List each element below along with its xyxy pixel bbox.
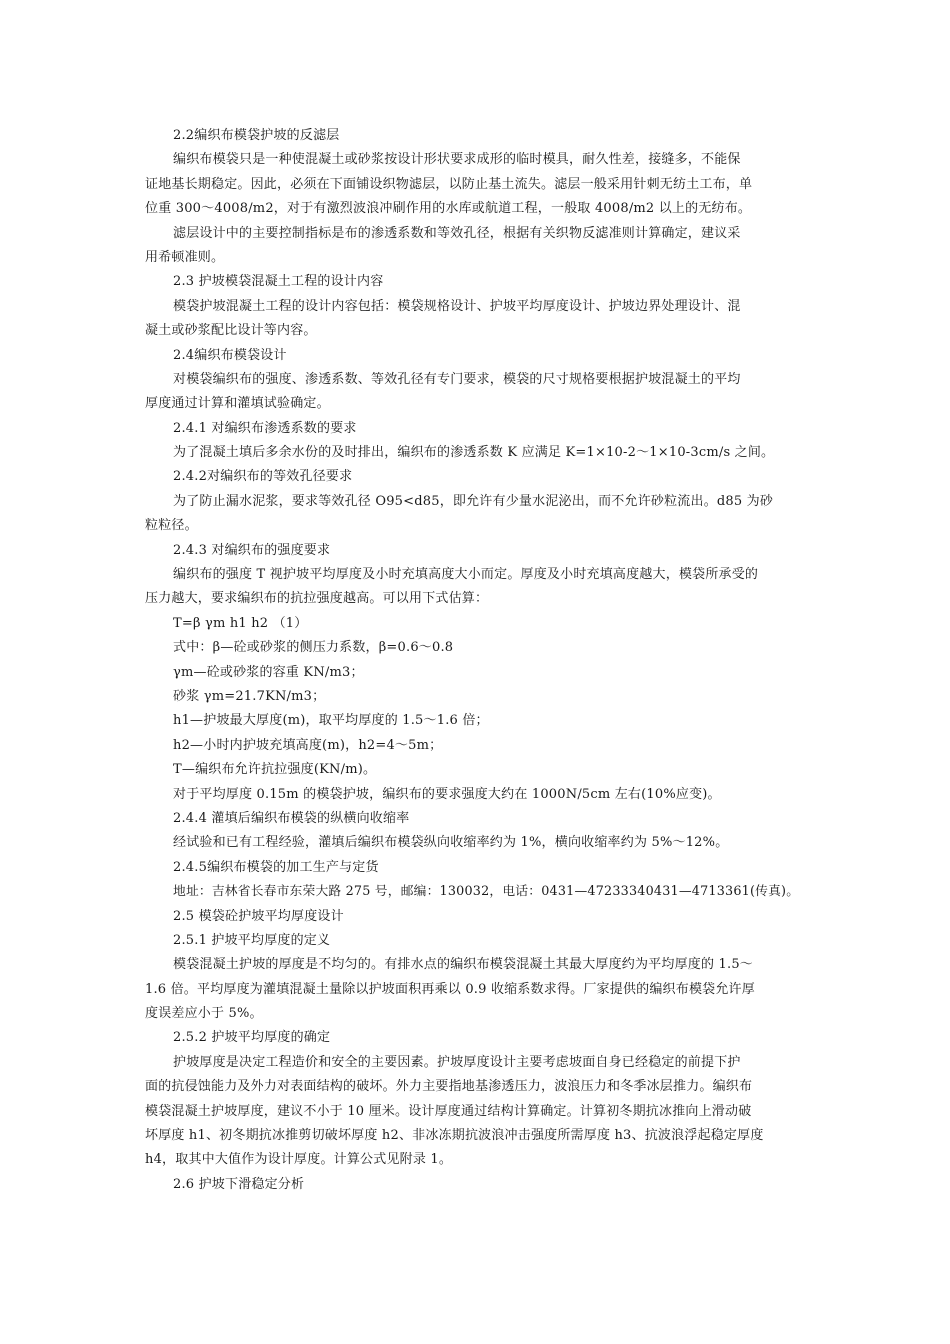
paragraph-line: 为了防止漏水泥浆，要求等效孔径 O95<d85，即允许有少量水泥泌出，而不允许砂粒流出。d85 为砂 <box>173 493 774 509</box>
paragraph-line: 凝土或砂浆配比设计等内容。 <box>145 323 317 339</box>
formula-definition: 式中：β—砼或砂浆的侧压力系数，β=0.6～0.8 <box>173 640 454 656</box>
paragraph-line: 编织布的强度 T 视护坡平均厚度及小时充填高度大小而定。厚度及小时充填高度越大，模袋所承受的 <box>173 567 759 583</box>
paragraph-line: 1.6 倍。平均厚度为灌填混凝土量除以护坡面积再乘以 0.9 收缩系数求得。厂家提供的编织布模袋允许厚 <box>145 981 755 997</box>
formula-definition: h1—护坡最大厚度(m)，取平均厚度的 1.5～1.6 倍； <box>173 713 489 729</box>
paragraph-line: h4，取其中大值作为设计厚度。计算公式见附录 1。 <box>145 1152 453 1168</box>
paragraph-line: 用希顿准则。 <box>145 249 225 265</box>
section-heading: 2.4编织布模袋设计 <box>173 347 287 363</box>
formula-definition: h2—小时内护坡充填高度(m)，h2=4～5m； <box>173 737 443 753</box>
paragraph-line: 对于平均厚度 0.15m 的模袋护坡，编织布的要求强度大约在 1000N/5cm 左右(10%应变)。 <box>173 786 721 802</box>
paragraph-line: 护坡厚度是决定工程造价和安全的主要因素。护坡厚度设计主要考虑坡面自身已经稳定的前提下护 <box>173 1054 741 1070</box>
subsection-heading: 2.4.5编织布模袋的加工生产与定货 <box>173 859 379 875</box>
paragraph-line: 滤层设计中的主要控制指标是布的渗透系数和等效孔径，根据有关织物反滤准则计算确定，建议采 <box>173 225 741 241</box>
paragraph-line: 压力越大，要求编织布的抗拉强度越高。可以用下式估算： <box>145 591 489 607</box>
paragraph-line: 经试验和已有工程经验，灌填后编织布模袋纵向收缩率约为 1%，横向收缩率约为 5%～12%。 <box>173 835 729 851</box>
paragraph-line: 对模袋编织布的强度、渗透系数、等效孔径有专门要求，模袋的尺寸规格要根据护坡混凝土的平均 <box>173 371 741 387</box>
subsection-heading: 2.4.1 对编织布渗透系数的要求 <box>173 420 357 436</box>
section-heading: 2.3 护坡模袋混凝土工程的设计内容 <box>173 274 384 290</box>
paragraph-line: 模袋混凝土护坡的厚度是不均匀的。有排水点的编织布模袋混凝土其最大厚度约为平均厚度的 1.5～ <box>173 957 754 973</box>
subsection-heading: 2.5.2 护坡平均厚度的确定 <box>173 1030 331 1046</box>
section-heading: 2.6 护坡下滑稳定分析 <box>173 1176 305 1192</box>
subsection-heading: 2.4.3 对编织布的强度要求 <box>173 542 331 558</box>
section-heading: 2.2编织布模袋护坡的反滤层 <box>173 128 340 143</box>
paragraph-line: 模袋护坡混凝土工程的设计内容包括：模袋规格设计、护坡平均厚度设计、护坡边界处理设计、混 <box>173 298 741 314</box>
paragraph-line: 地址：吉林省长春市东荣大路 275 号，邮编：130032，电话：0431—47233340431—4713361(传真)。 <box>173 884 800 900</box>
paragraph-line: 编织布模袋只是一种使混凝土或砂浆按设计形状要求成形的临时模具，耐久性差，接缝多，不能保 <box>173 152 741 168</box>
formula-definition: T—编织布允许抗拉强度(KN/m)。 <box>173 762 377 778</box>
paragraph-line: 度误差应小于 5%。 <box>145 1006 263 1022</box>
paragraph-line: 面的抗侵蚀能力及外力对表面结构的破坏。外力主要指地基渗透压力，波浪压力和冬季冰层推力。编织布 <box>145 1079 753 1095</box>
paragraph-line: 厚度通过计算和灌填试验确定。 <box>145 396 330 412</box>
paragraph-line: 位重 300～4008/m2，对于有激烈波浪冲刷作用的水库或航道工程，一般取 4008/m2 以上的无纺布。 <box>145 201 752 217</box>
paragraph-line: 为了混凝土填后多余水份的及时排出，编织布的渗透系数 K 应满足 K=1×10-2～1×10-3cm/s 之间。 <box>173 445 775 461</box>
formula-definition: γm—砼或砂浆的容重 KN/m3； <box>173 664 364 680</box>
paragraph-line: 坏厚度 h1、初冬期抗冰推剪切破坏厚度 h2、非冰冻期抗波浪冲击强度所需厚度 h3、抗波浪浮起稳定厚度 <box>145 1128 764 1144</box>
section-heading: 2.5 模袋砼护坡平均厚度设计 <box>173 908 344 924</box>
paragraph-line: 粒粒径。 <box>145 518 198 534</box>
formula-definition: 砂浆 γm=21.7KN/m3； <box>173 688 326 704</box>
subsection-heading: 2.4.2对编织布的等效孔径要求 <box>173 469 353 485</box>
document-body <box>145 124 805 1197</box>
subsection-heading: 2.4.4 灌填后编织布模袋的纵横向收缩率 <box>173 810 410 826</box>
paragraph-line: 模袋混凝土护坡厚度，建议不小于 10 厘米。设计厚度通过结构计算确定。计算初冬期抗冰推向上滑动破 <box>145 1103 752 1119</box>
paragraph-line: 证地基长期稳定。因此，必须在下面铺设织物滤层，以防止基土流失。滤层一般采用针刺无纺土工布，单 <box>145 176 753 192</box>
formula-line: T=β γm h1 h2 （1） <box>173 615 308 631</box>
subsection-heading: 2.5.1 护坡平均厚度的定义 <box>173 932 331 948</box>
